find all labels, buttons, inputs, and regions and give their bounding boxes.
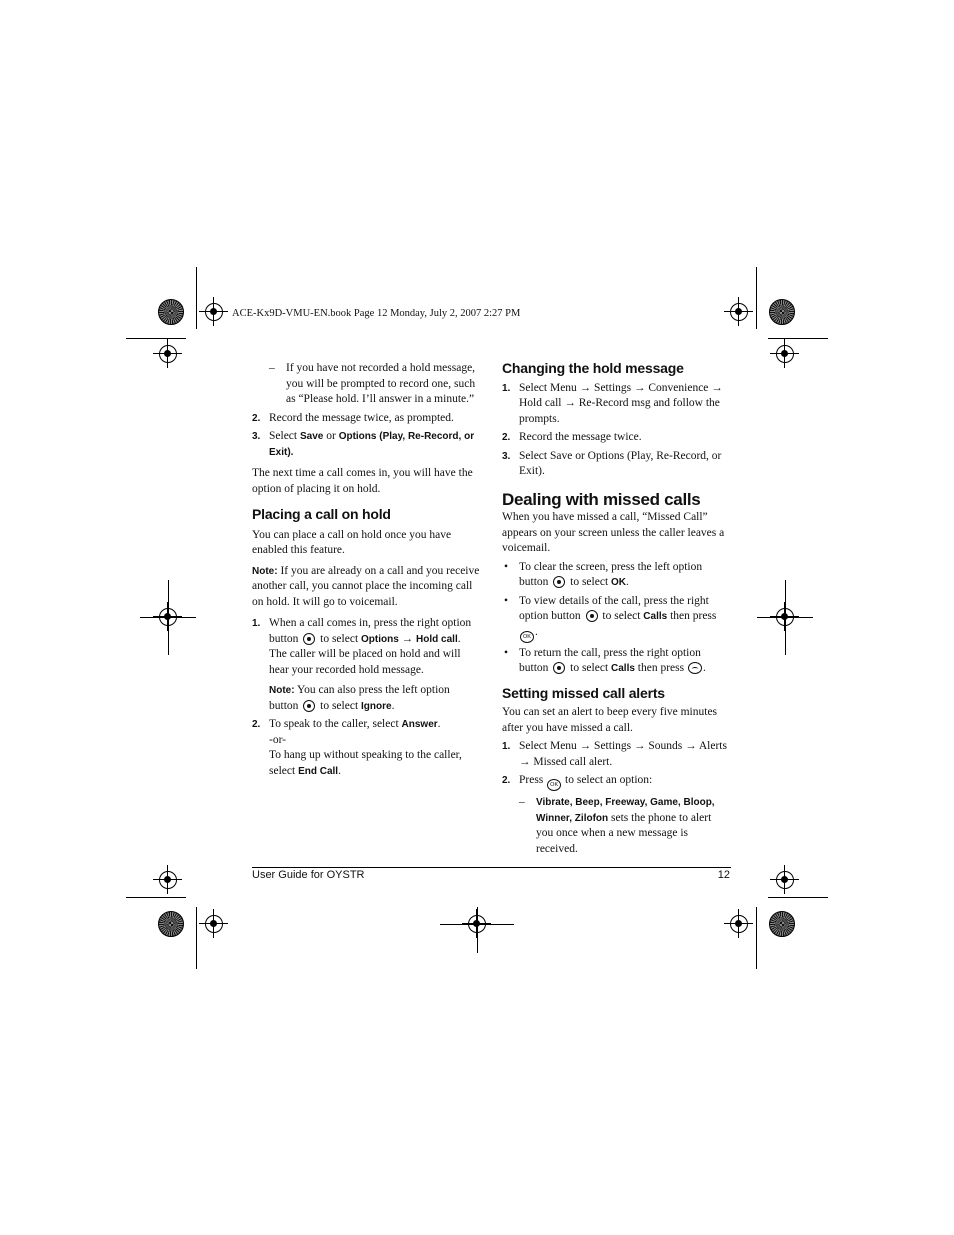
registration-starburst: [769, 299, 795, 325]
step-text: Record the message twice, as prompted.: [269, 411, 454, 424]
registration-starburst: [158, 299, 184, 325]
heading-dealing-with-missed-calls: Dealing with missed calls: [502, 489, 701, 509]
heading-changing-hold-message: Changing the hold message: [502, 360, 684, 376]
page-number: 12: [717, 869, 730, 881]
list-item: 1. Select Menu → Settings → Convenience → Hold call → Re-Record msg and follow the prompts.: [502, 381, 723, 425]
list-item: 2. Record the message twice, as prompted.: [252, 411, 454, 424]
list-item: • To return the call, press the right option button to select Calls then press .: [504, 646, 706, 674]
list-item: 3. Select Save or Options (Play, Re-Record, or Exit).: [502, 449, 722, 477]
option-button-icon: [553, 576, 565, 588]
list-item: 1. Select Menu → Settings → Sounds → Alerts → Missed call alert.: [502, 740, 727, 768]
option-button-icon: [303, 700, 315, 712]
list-item: 3. Select Save or Options (Play, Re-Record, or Exit).: [252, 430, 475, 458]
save-label: Save: [299, 431, 324, 442]
registration-target: [205, 915, 223, 933]
registration-starburst: [158, 911, 184, 937]
paragraph: The next time a call comes in, you will have the option of placing it on hold.: [252, 467, 473, 495]
paragraph: You can place a call on hold once you have enabled this feature.: [252, 528, 452, 556]
note: Note: You can also press the left option button to select Ignore.: [269, 684, 450, 712]
heading-setting-missed-call-alerts: Setting missed call alerts: [502, 684, 665, 701]
option-button-icon: [586, 610, 598, 622]
registration-target: [159, 345, 177, 363]
paragraph: You can set an alert to beep every five minutes after you have missed a call.: [502, 706, 718, 734]
dash-item-text: If you have not recorded a hold message, you will be prompted to record one, such as “Please hold. I’ll answer in a minute.”: [286, 362, 476, 405]
registration-target: [776, 871, 794, 889]
registration-target: [730, 915, 748, 933]
list-item: • To view details of the call, press the right option button to select Calls then press OK .: [502, 594, 730, 643]
list-item: 2. To speak to the caller, select Answer. -or- To hang up without speaking to the caller, select End Call.: [252, 718, 462, 777]
ok-button-icon: OK: [547, 779, 561, 791]
heading-placing-call-on-hold: Placing a call on hold: [252, 506, 391, 522]
talk-button-icon: [688, 662, 702, 674]
list-item: 2. Press OK to select an option:: [502, 773, 730, 791]
book-slug: ACE-Kx9D-VMU-EN.book Page 12 Monday, July 2, 2007 2:27 PM: [232, 308, 521, 319]
options-label: Options: [338, 431, 377, 442]
ok-button-icon: OK: [520, 631, 534, 643]
footer-title: User Guide for OYSTR: [252, 869, 365, 881]
list-item: – Vibrate, Beep, Freeway, Game, Bloop, Winner, Zilofon sets the phone to alert you once when a new message is received.: [519, 796, 715, 855]
option-button-icon: [553, 662, 565, 674]
left-column: [252, 361, 480, 779]
registration-target: [159, 871, 177, 889]
list-item: – If you have not recorded a hold message, you will be prompted to record one, such as “Please hold. I’ll answer in a minute.”: [269, 362, 476, 405]
right-column: [502, 361, 730, 857]
list-item: • To clear the screen, press the left option button to select OK.: [504, 560, 703, 588]
registration-target: [776, 345, 794, 363]
paragraph: When you have missed a call, “Missed Call” appears on your screen unless the caller leaves a voicemail.: [502, 511, 725, 554]
registration-target: [205, 303, 223, 321]
note: Note: If you are already on a call and you receive another call, you cannot place the incoming call on hold. It will go to voicemail.: [252, 564, 480, 608]
registration-target: [730, 303, 748, 321]
list-item: 2. Record the message twice.: [502, 431, 642, 443]
list-item: 1. When a call comes in, press the right option button to select Options → Hold call. The caller will be placed on hold and will hear your recorded hold message. Note: You can also press the left option button to select Ignore.: [252, 616, 480, 714]
option-button-icon: [303, 633, 315, 645]
footer-rule: [252, 867, 731, 868]
registration-starburst: [769, 911, 795, 937]
